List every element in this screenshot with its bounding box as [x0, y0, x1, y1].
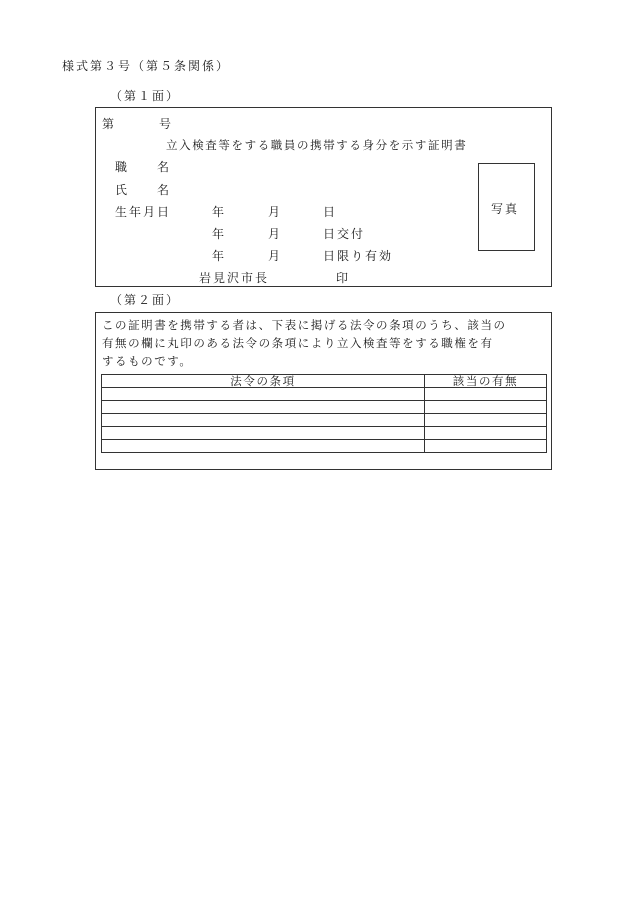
- authority-text-line-1: この証明書を携帯する者は、下表に掲げる法令の条項のうち、該当の: [102, 318, 507, 332]
- photo-box: [478, 163, 535, 251]
- photo-label: 写真: [491, 202, 520, 216]
- law-provisions-table: [101, 374, 547, 453]
- provision-cell: [102, 401, 425, 414]
- position-label: 職 名: [115, 160, 172, 174]
- issue-month: 月: [268, 227, 283, 241]
- certificate-front-box: [95, 107, 552, 287]
- table-row: [102, 440, 547, 453]
- provision-cell: [102, 440, 425, 453]
- seal: 印: [336, 271, 351, 285]
- applicable-cell: [425, 388, 547, 401]
- number-prefix: 第: [102, 117, 117, 131]
- side2-caption: （第２面）: [110, 293, 181, 307]
- birthdate-day: 日: [323, 205, 338, 219]
- table-row: [102, 401, 547, 414]
- table-header-row: [102, 375, 547, 388]
- expiry-year: 年: [212, 249, 227, 263]
- authority-text-line-3: するものです。: [102, 354, 193, 368]
- expiry-month: 月: [268, 249, 283, 263]
- applicable-cell: [425, 440, 547, 453]
- issue-day: 日交付: [323, 227, 366, 241]
- applicable-cell: [425, 414, 547, 427]
- table-row: [102, 427, 547, 440]
- table-row: [102, 414, 547, 427]
- applicable-cell: [425, 401, 547, 414]
- birthdate-month: 月: [268, 205, 283, 219]
- issuer: 岩見沢市長: [199, 271, 270, 285]
- applicable-cell: [425, 427, 547, 440]
- expiry-day: 日限り有効: [323, 249, 394, 263]
- table-row: [102, 388, 547, 401]
- birthdate-year: 年: [212, 205, 227, 219]
- table-header-applicable: 該当の有無: [425, 375, 547, 388]
- name-label: 氏 名: [115, 183, 172, 197]
- provision-cell: [102, 414, 425, 427]
- issue-year: 年: [212, 227, 227, 241]
- certificate-title: 立入検査等をする職員の携帯する身分を示す証明書: [166, 138, 468, 152]
- provision-cell: [102, 427, 425, 440]
- number-suffix: 号: [159, 117, 174, 131]
- birthdate-label: 生年月日: [115, 205, 172, 219]
- certificate-back-box: [95, 312, 552, 470]
- table-header-provision: 法令の条項: [102, 375, 425, 388]
- provision-cell: [102, 388, 425, 401]
- authority-text-line-2: 有無の欄に丸印のある法令の条項により立入検査等をする職権を有: [102, 336, 494, 350]
- side1-caption: （第１面）: [110, 89, 181, 103]
- form-number: 様式第３号（第５条関係）: [62, 59, 231, 73]
